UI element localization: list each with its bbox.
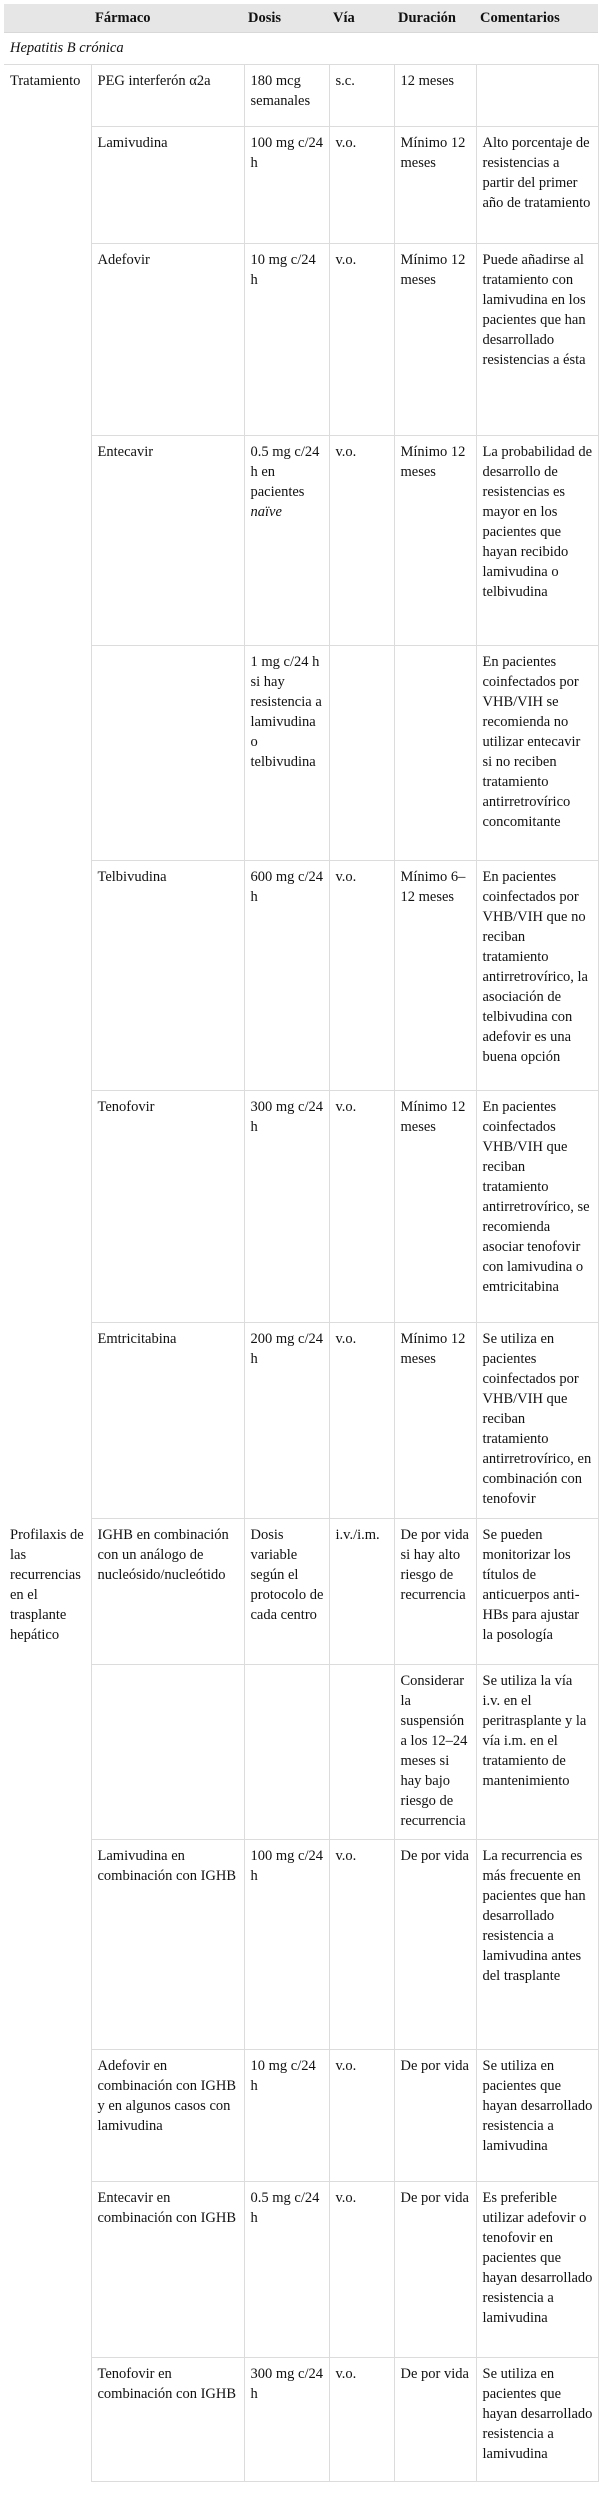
dose-text: 0.5 mg c/24 h en pacientes [250, 444, 320, 500]
cell-via [329, 646, 394, 861]
cell-dosis: 10 mg c/24 h [244, 244, 329, 436]
cell-farmaco: Lamivudina en combinación con IGHB [91, 1840, 244, 2050]
cell-farmaco: Emtricitabina [91, 1323, 244, 1519]
section-profilaxis: Profilaxis de las recurrencias en el trasplante hepático [4, 1519, 91, 2482]
cell-duracion: De por vida [394, 2050, 476, 2182]
cell-dosis: Dosis variable según el protocolo de cada centro [244, 1519, 329, 1665]
cell-duracion: 12 meses [394, 65, 476, 127]
cell-farmaco: Telbivudina [91, 861, 244, 1091]
cell-dosis [244, 436, 329, 646]
cell-duracion: Mínimo 12 meses [394, 436, 476, 646]
cell-comentarios: Se pueden monitorizar los títulos de anticuerpos anti-HBs para ajustar la posología [476, 1519, 598, 1665]
cell-dosis: 300 mg c/24 h [244, 1091, 329, 1323]
cell-comentarios: En pacientes coinfectados por VHB/VIH que no reciban tratamiento antirretrovírico, la asociación de telbivudina con adefovir es una buena opción [476, 861, 598, 1091]
table-row [4, 1665, 598, 1840]
cell-via: v.o. [329, 244, 394, 436]
cell-via: v.o. [329, 127, 394, 244]
header-comentarios: Comentarios [476, 4, 598, 33]
cell-via [329, 1665, 394, 1840]
group-row [4, 33, 598, 65]
table-row [4, 1323, 598, 1519]
cell-duracion: De por vida [394, 2358, 476, 2482]
cell-dosis: 100 mg c/24 h [244, 127, 329, 244]
cell-comentarios: Alto porcentaje de resistencias a partir del primer año de tratamiento [476, 127, 598, 244]
table-row [4, 1091, 598, 1323]
cell-farmaco: PEG interferón α2a [91, 65, 244, 127]
cell-farmaco [91, 1665, 244, 1840]
table-row [4, 2182, 598, 2358]
cell-duracion: Mínimo 12 meses [394, 1091, 476, 1323]
section-tratamiento: Tratamiento [4, 65, 91, 1519]
dose-italic: naïve [250, 504, 282, 520]
cell-via: s.c. [329, 65, 394, 127]
cell-farmaco: Adefovir en combinación con IGHB y en algunos casos con lamivudina [91, 2050, 244, 2182]
cell-via: v.o. [329, 2182, 394, 2358]
cell-farmaco: Adefovir [91, 244, 244, 436]
cell-farmaco: IGHB en combinación con un análogo de nucleósido/nucleótido [91, 1519, 244, 1665]
cell-dosis [244, 1665, 329, 1840]
table-row [4, 1840, 598, 2050]
header-row [4, 4, 598, 33]
cell-via: v.o. [329, 436, 394, 646]
cell-comentarios: La probabilidad de desarrollo de resistencias es mayor en los pacientes que hayan recibido lamivudina o telbivudina [476, 436, 598, 646]
cell-comentarios: Se utiliza en pacientes que hayan desarrollado resistencia a lamivudina [476, 2358, 598, 2482]
cell-via: v.o. [329, 1091, 394, 1323]
table-row [4, 2358, 598, 2482]
cell-farmaco: Entecavir en combinación con IGHB [91, 2182, 244, 2358]
cell-via: v.o. [329, 1323, 394, 1519]
table-row [4, 646, 598, 861]
cell-comentarios: En pacientes coinfectados VHB/VIH que reciban tratamiento antirretrovírico, se recomienda asociar tenofovir con lamivudina o emtricitabina [476, 1091, 598, 1323]
cell-dosis: 0.5 mg c/24 h [244, 2182, 329, 2358]
cell-via: v.o. [329, 861, 394, 1091]
table-row [4, 436, 598, 646]
cell-comentarios: Puede añadirse al tratamiento con lamivudina en los pacientes que han desarrollado resistencias a ésta [476, 244, 598, 436]
cell-farmaco: Tenofovir en combinación con IGHB [91, 2358, 244, 2482]
cell-duracion: De por vida [394, 1840, 476, 2050]
header-dosis: Dosis [244, 4, 329, 33]
cell-via: v.o. [329, 2050, 394, 2182]
cell-dosis: 180 mcg semanales [244, 65, 329, 127]
cell-duracion: Mínimo 6–12 meses [394, 861, 476, 1091]
cell-comentarios: Se utiliza en pacientes coinfectados por VHB/VIH que reciban tratamiento antirretrovírico, en combinación con tenofovir [476, 1323, 598, 1519]
cell-dosis: 1 mg c/24 h si hay resistencia a lamivudina o telbivudina [244, 646, 329, 861]
table-row [4, 127, 598, 244]
table-row [4, 244, 598, 436]
cell-via: v.o. [329, 2358, 394, 2482]
cell-dosis: 100 mg c/24 h [244, 1840, 329, 2050]
cell-farmaco: Tenofovir [91, 1091, 244, 1323]
cell-comentarios [476, 65, 598, 127]
table-row [4, 2050, 598, 2182]
cell-duracion: Considerar la suspensión a los 12–24 meses si hay bajo riesgo de recurrencia [394, 1665, 476, 1840]
cell-dosis: 10 mg c/24 h [244, 2050, 329, 2182]
cell-farmaco [91, 646, 244, 861]
header-via: Vía [329, 4, 394, 33]
cell-comentarios: Se utiliza la vía i.v. en el peritrasplante y la vía i.m. en el tratamiento de mantenimiento [476, 1665, 598, 1840]
cell-dosis: 600 mg c/24 h [244, 861, 329, 1091]
table-row [4, 1519, 598, 1665]
cell-duracion: Mínimo 12 meses [394, 127, 476, 244]
cell-comentarios: Se utiliza en pacientes que hayan desarrollado resistencia a lamivudina [476, 2050, 598, 2182]
cell-dosis: 200 mg c/24 h [244, 1323, 329, 1519]
header-farmaco: Fármaco [91, 4, 244, 33]
table-row [4, 861, 598, 1091]
cell-duracion [394, 646, 476, 861]
cell-duracion: De por vida si hay alto riesgo de recurrencia [394, 1519, 476, 1665]
cell-via: v.o. [329, 1840, 394, 2050]
cell-duracion: De por vida [394, 2182, 476, 2358]
cell-comentarios: Es preferible utilizar adefovir o tenofovir en pacientes que hayan desarrollado resistencia a lamivudina [476, 2182, 598, 2358]
cell-comentarios: En pacientes coinfectados por VHB/VIH se recomienda no utilizar entecavir si no reciben tratamiento antirretrovírico concomitante [476, 646, 598, 861]
cell-via: i.v./i.m. [329, 1519, 394, 1665]
cell-duracion: Mínimo 12 meses [394, 244, 476, 436]
header-empty [4, 4, 91, 33]
table-row [4, 65, 598, 127]
cell-farmaco: Entecavir [91, 436, 244, 646]
cell-dosis: 300 mg c/24 h [244, 2358, 329, 2482]
header-duracion: Duración [394, 4, 476, 33]
cell-duracion: Mínimo 12 meses [394, 1323, 476, 1519]
drug-table [4, 4, 599, 2482]
cell-farmaco: Lamivudina [91, 127, 244, 244]
group-title: Hepatitis B crónica [4, 33, 598, 65]
cell-comentarios: La recurrencia es más frecuente en pacientes que han desarrollado resistencia a lamivudina antes del trasplante [476, 1840, 598, 2050]
